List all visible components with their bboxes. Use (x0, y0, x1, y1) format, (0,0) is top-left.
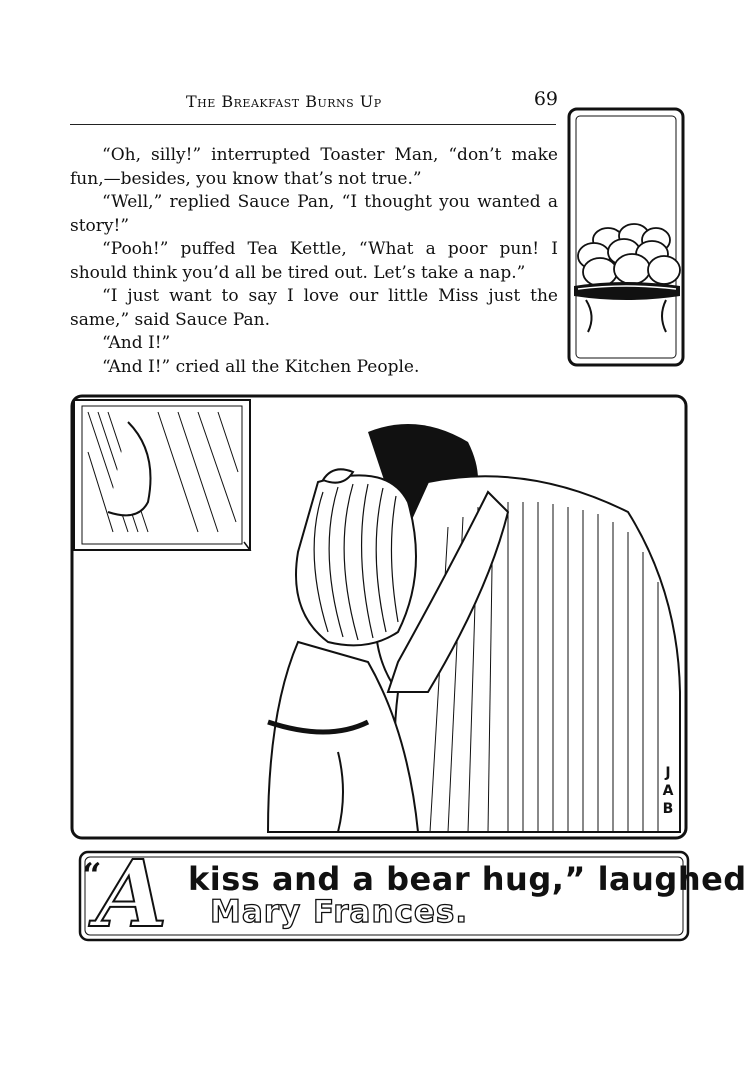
caption-open-quote: “ (82, 856, 102, 896)
eggs (578, 224, 680, 286)
embrace-illustration (68, 392, 690, 842)
signature-letter-a: A (662, 783, 674, 799)
caption-line-1: kiss and a bear hug,” laughed (188, 860, 747, 898)
paragraph: “Pooh!” puffed Tea Kettle, “What a poor pun! I should think you’d all be tired out. Let’s take a nap.” (70, 239, 558, 283)
paragraph: “And I!” (102, 333, 171, 353)
paragraph: “I just want to say I love our little Miss just the same,” said Sauce Pan. (70, 286, 558, 330)
caption-line-2: Mary Frances. (210, 894, 469, 930)
signature-letter-b: B (662, 801, 674, 817)
body-text (70, 144, 558, 379)
paragraph: “Oh, silly!” interrupted Toaster Man, “don’t make fun,—besides, you know that’s not true.” (70, 145, 558, 189)
header-rule (70, 124, 556, 125)
eggs-bowl-illustration (566, 106, 686, 368)
running-title: The Breakfast Burns Up (186, 92, 382, 111)
paragraph: “Well,” replied Sauce Pan, “I thought you wanted a story!” (70, 192, 558, 236)
signature-letter-j: J (665, 765, 671, 781)
caption-initial: A (96, 840, 168, 948)
man-figure (368, 424, 680, 832)
paragraph: “And I!” cried all the Kitchen People. (102, 356, 420, 377)
wall-picture (74, 400, 250, 550)
page-number: 69 (533, 88, 558, 110)
header-row (70, 88, 558, 114)
